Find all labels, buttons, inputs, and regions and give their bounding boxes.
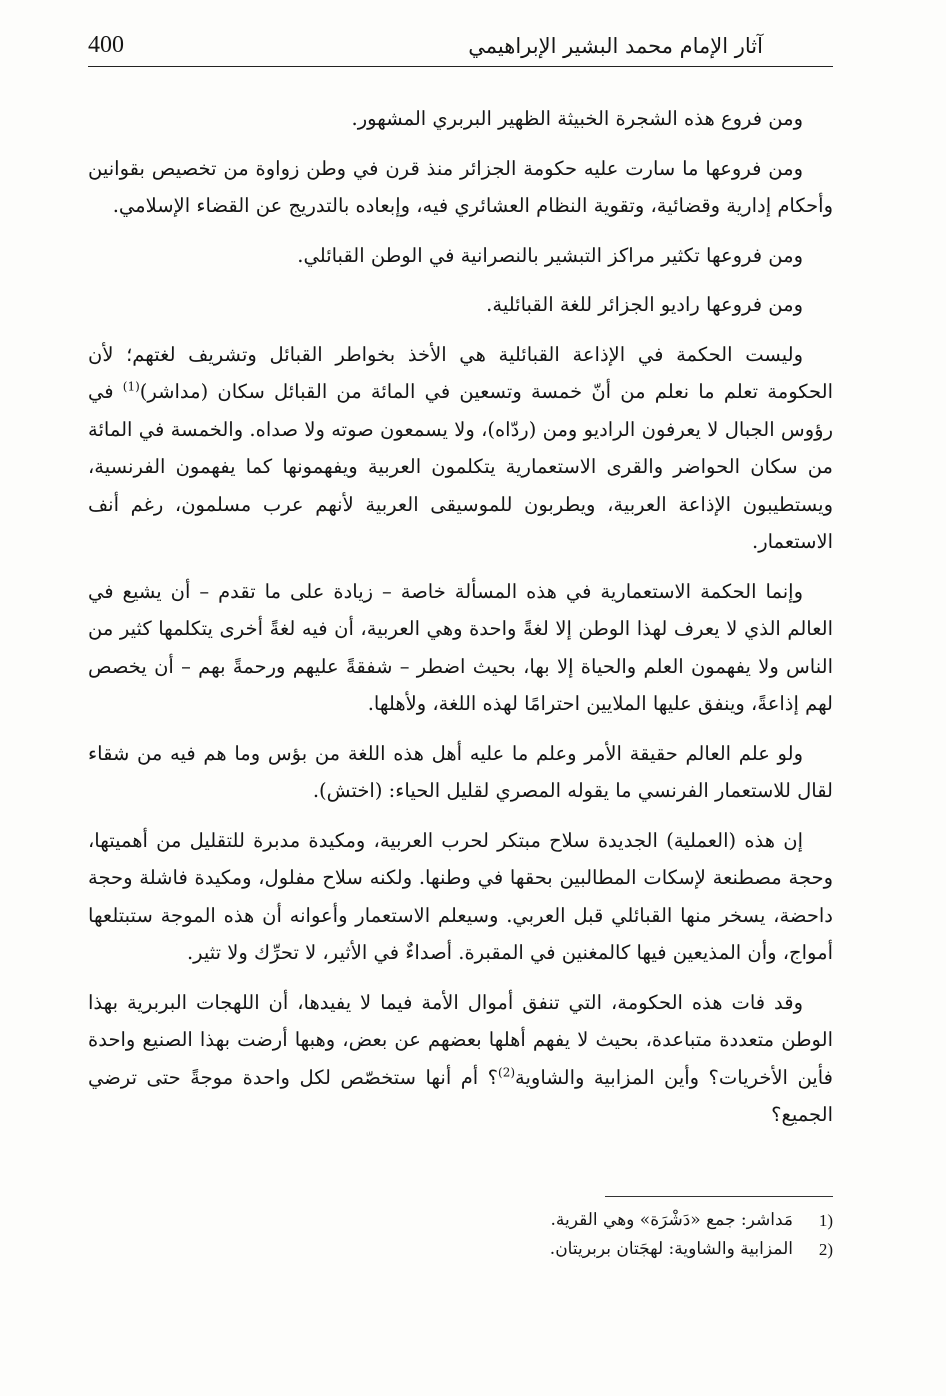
paragraph-5	[88, 336, 833, 561]
footnote-ref-2: (2)	[498, 1065, 516, 1079]
paragraph-3: ومن فروعها تكثير مراكز التبشير بالنصرانية في الوطن القبائلي.	[297, 243, 803, 267]
paragraph-8: إن هذه (العملية) الجديدة سلاح مبتكر لحرب العربية، ومكيدة مدبرة للتقليل من أهميتها، وحجة مصطنعة لإسكات المطالبين بحقها في وطنها. ولكنه سلاح مفلول، ومكيدة فاشلة وحجة داحضة، يسخر منها القبائلي قبل العربي. وسيعلم الاستعمار وأعوانه أن هذه الموجة ستبتلعها أمواج، وأن المذيعين فيها كالمغنين في المقبرة. أصداءٌ في الأثير، لا تحرِّك ولا تثير.	[88, 828, 833, 964]
paragraph-7: ولو علم العالم حقيقة الأمر وعلم ما عليه أهل هذه اللغة من بؤس وما هم فيه من شقاء لقال للاستعمار الفرنسي ما يقوله المصري لقليل الحياء: (اختش).	[88, 741, 833, 802]
footnote-2	[88, 1235, 833, 1264]
footnote-1	[88, 1206, 833, 1235]
footnote-1-text: مَداشر: جمع «دَشْرَة» وهي القرية.	[550, 1210, 793, 1230]
footnote-1-mark: 1)	[818, 1211, 833, 1230]
paragraph-2: ومن فروعها ما سارت عليه حكومة الجزائر منذ قرن في وطن زواوة من تخصيص بقوانين وأحكام إدارية وقضائية، وتقوية النظام العشائري فيه، وإبعاده بالتدريج عن القضاء الإسلامي.	[88, 156, 833, 217]
paragraph-5-text-a: وليست الحكمة في الإذاعة القبائلية هي الأخذ بخواطر القبائل وتشريف لغتهم؛ لأن الحكومة تعلم ما نعلم من أنّ خمسة وتسعين في المائة من القبائل سكان (مداشر)	[88, 342, 833, 403]
footnote-divider	[605, 1196, 833, 1197]
paragraph-6: وإنما الحكمة الاستعمارية في هذه المسألة خاصة – زيادة على ما تقدم – أن يشيع في العالم الذي لا يعرف لهذا الوطن إلا لغةً واحدة وهي العربية، أن فيه لغةً أخرى يتكلمها كثير من الناس ولا يفهمون العلم والحياة إلا بها، بحيث اضطر – شفقةً عليهم ورحمةً بهم – أن يخصص لهم إذاعةً، وينفق عليها الملايين احترامًا لهذه اللغة، ولأهلها.	[88, 579, 833, 715]
paragraph-9-text-b: ؟ أم أنها ستخصّص لكل واحدة موجةً حتى ترضي الجميع؟	[88, 1065, 833, 1126]
footnote-2-text: المزابية والشاوية: لهجَتان بربريتان.	[549, 1239, 793, 1259]
paragraph-9	[88, 984, 833, 1134]
footnotes	[88, 1206, 833, 1264]
footnote-ref-1: (1)	[122, 379, 140, 394]
paragraph-9-text-a: وقد فات هذه الحكومة، التي تنفق أموال الأمة فيما لا يفيدها، أن اللهجات البربرية بهذا الوطن متعددة متباعدة، بحيث لا يفهم أهلها بعضهم عن بعض، وهبها أرضت بهذا الصنيع واحدة فأين الأخريات؟ وأين المزابية والشاوية	[88, 990, 833, 1089]
paragraph-5-text-b: في رؤوس الجبال لا يعرفون الراديو ومن (ردّاه)، ولا يسمعون صوته ولا صداه. والخمسة في المائة من سكان الحواضر والقرى الاستعمارية يتكلمون العربية ويفهمونها كما يفهمون الفرنسية، ويستطيبون الإذاعة العربية، ويطربون للموسيقى العربية لأنهم عرب مسلمون، رغم أنف الاستعمار.	[88, 380, 833, 553]
page-header	[88, 22, 833, 67]
page-number: 400	[88, 32, 124, 58]
footnote-2-mark: 2)	[818, 1240, 833, 1259]
running-title: آثار الإمام محمد البشير الإبراهيمي	[468, 34, 763, 58]
paragraph-1: ومن فروع هذه الشجرة الخبيثة الظهير البربري المشهور.	[351, 107, 803, 130]
body-text	[88, 100, 833, 1146]
paragraph-4: ومن فروعها راديو الجزائر للغة القبائلية.	[486, 293, 803, 316]
